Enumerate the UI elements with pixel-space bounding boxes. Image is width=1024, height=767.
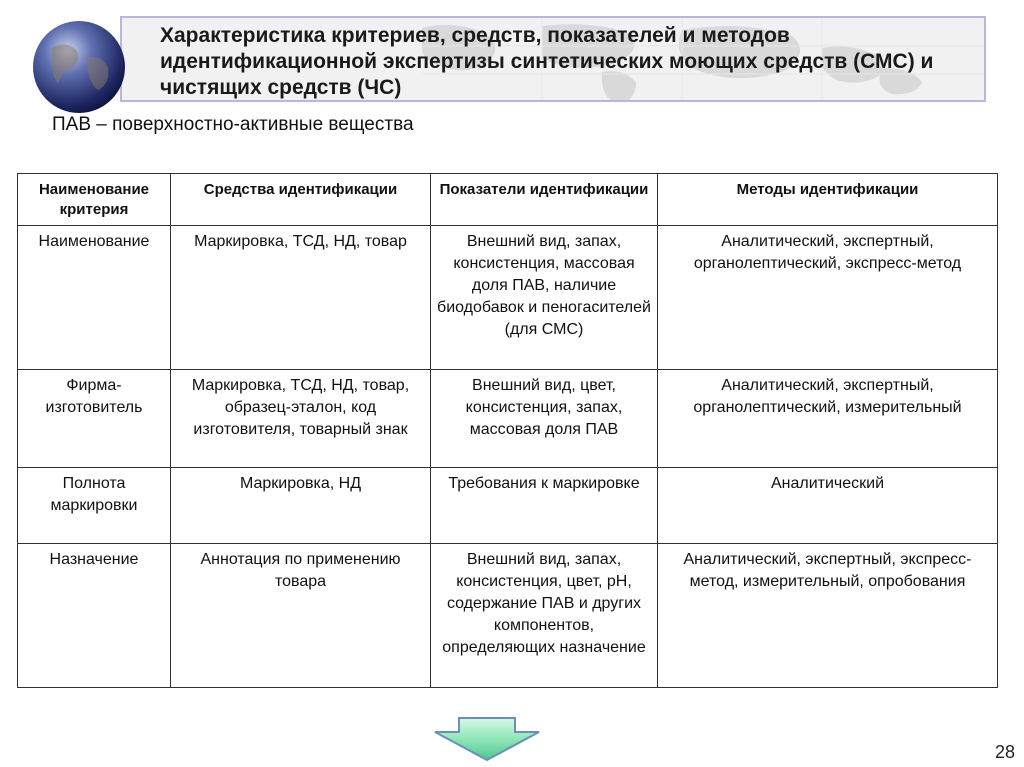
table-row (18, 370, 998, 468)
column-header-methods: Методы идентификации (658, 174, 998, 226)
table-header-row (18, 174, 998, 226)
criteria-table (17, 173, 998, 688)
title-banner (120, 16, 986, 102)
table-cell: Маркировка, ТСД, НД, товар, образец-эталон, код изготовителя, товарный знак (171, 370, 431, 468)
table-cell: Аналитический, экспертный, органолептический, экспресс-метод (658, 226, 998, 370)
table-cell: Внешний вид, запах, консистенция, массовая доля ПАВ, наличие биодобавок и пеногасителей (для СМС) (431, 226, 658, 370)
table-cell: Аналитический, экспертный, органолептический, измерительный (658, 370, 998, 468)
abbreviation-note: ПАВ – поверхностно-активные вещества (52, 114, 414, 135)
table-cell: Внешний вид, цвет, консистенция, запах, массовая доля ПАВ (431, 370, 658, 468)
table-cell: Аналитический, экспертный, экспресс-метод, измерительный, опробования (658, 544, 998, 688)
table-row (18, 226, 998, 370)
table-cell: Внешний вид, запах, консистенция, цвет, pH, содержание ПАВ и других компонентов, определяющих назначение (431, 544, 658, 688)
table-row (18, 544, 998, 688)
table-cell: Полнота маркировки (18, 468, 171, 544)
table-cell: Маркировка, НД (171, 468, 431, 544)
table-cell: Фирма-изготовитель (18, 370, 171, 468)
table-cell: Наименование (18, 226, 171, 370)
table-cell: Аналитический (658, 468, 998, 544)
table-cell: Маркировка, ТСД, НД, товар (171, 226, 431, 370)
column-header-criterion: Наименование критерия (18, 174, 171, 226)
table-cell: Требования к маркировке (431, 468, 658, 544)
down-arrow-icon[interactable] (431, 716, 543, 762)
table-row (18, 468, 998, 544)
table-cell: Аннотация по применению товара (171, 544, 431, 688)
column-header-means: Средства идентификации (171, 174, 431, 226)
table-cell: Назначение (18, 544, 171, 688)
globe-icon (30, 18, 128, 116)
page-number: 28 (995, 742, 1016, 762)
column-header-indicators: Показатели идентификации (431, 174, 658, 226)
slide-title: Характеристика критериев, средств, показателей и методов идентификационной экспертизы синтетических моющих средств (СМС) и чистящих средств (ЧС) (160, 24, 934, 99)
